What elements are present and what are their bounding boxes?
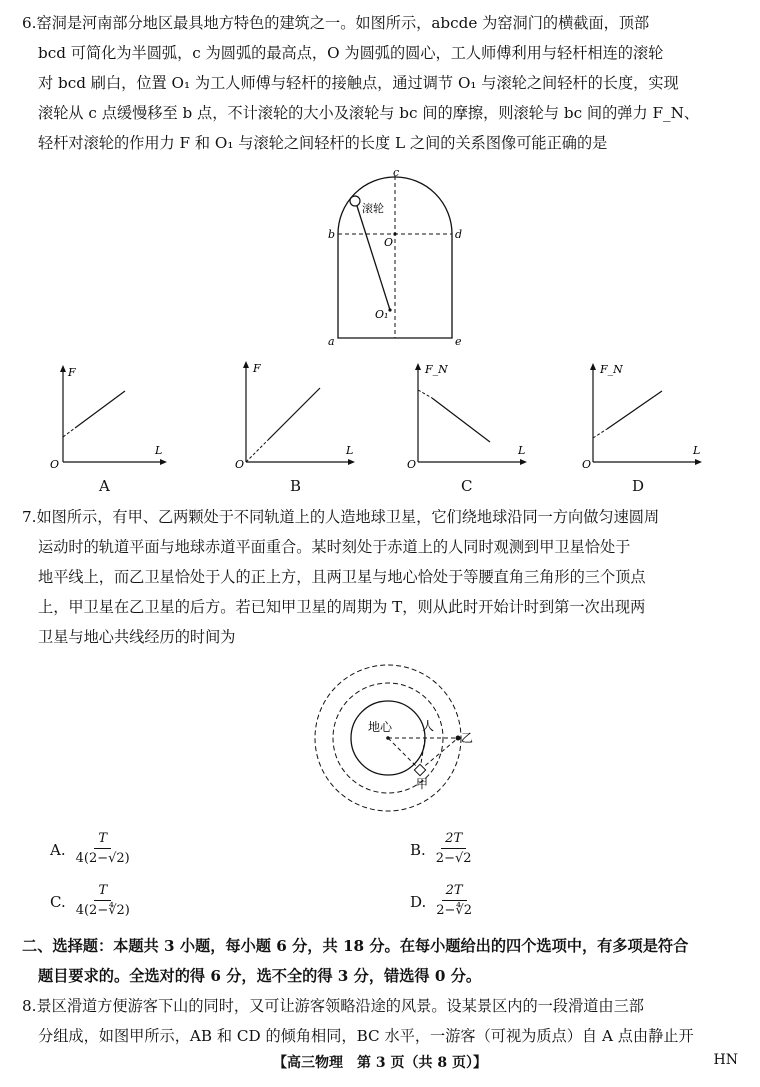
- option-C-numerator: T: [94, 882, 111, 901]
- option-A-numerator: T: [94, 830, 111, 849]
- q6-line: 轻杆对滚轮的作用力 F 和 O₁ 与滚轮之间轻杆的长度 L 之间的关系图像可能正确的是: [38, 134, 608, 152]
- question-6-text: [22, 8, 738, 158]
- graph-C-ylabel: F_N: [425, 363, 448, 376]
- option-B-label: B.: [410, 840, 426, 859]
- option-A-denominator: 4(2−√2): [75, 851, 130, 866]
- graph-D-xlabel: L: [693, 444, 701, 457]
- option-C-fraction: [74, 882, 132, 921]
- option-C[interactable]: [50, 882, 132, 921]
- label-wheel: 滚轮: [362, 202, 384, 215]
- graph-B-ylabel: F: [253, 362, 261, 375]
- q6-line: 6.窑洞是河南部分地区最具地方特色的建筑之一。如图所示，abcde 为窑洞门的横截面，顶部: [22, 14, 650, 32]
- option-D-numerator: 2T: [442, 882, 467, 901]
- footer-page-info: 【高三物理 第 3 页（共 8 页）】: [273, 1055, 487, 1071]
- option-D-fraction: [434, 882, 474, 921]
- graph-B-xlabel: L: [346, 444, 354, 457]
- option-D-denominator: 2−∜2: [436, 903, 472, 918]
- option-B-numerator: 2T: [441, 830, 466, 849]
- section-2-header: [22, 931, 738, 991]
- label-a: a: [328, 335, 335, 348]
- option-D-label: D.: [410, 892, 427, 911]
- q7-line: 上，甲卫星在乙卫星的后方。若已知甲卫星的周期为 T，则从此时开始计时到第一次出现两: [38, 598, 646, 616]
- graph-C-origin: O: [407, 458, 417, 471]
- label-e: e: [455, 335, 462, 348]
- label-O: O: [384, 236, 394, 249]
- q8-line: 分组成，如图甲所示，AB 和 CD 的倾角相同，BC 水平，一游客（可视为质点）自 A 点由静止开: [38, 1027, 694, 1045]
- cave-door-figure: [320, 168, 470, 350]
- q7-line: 7.如图所示，有甲、乙两颗处于不同轨道上的人造地球卫星，它们绕地球沿同一方向做匀速圆周: [22, 508, 660, 526]
- option-A[interactable]: [50, 830, 132, 869]
- option-C-label: C.: [50, 892, 66, 911]
- graph-C-xlabel: L: [518, 444, 526, 457]
- q6-line: bcd 可简化为半圆弧，c 为圆弧的最高点，O 为圆弧的圆心，工人师傅利用与轻杆相连的滚轮: [38, 44, 664, 62]
- label-sat-b: 乙: [461, 731, 474, 745]
- option-D[interactable]: [410, 882, 474, 921]
- graph-A-ylabel: F: [68, 366, 76, 379]
- label-O1: O₁: [375, 308, 389, 321]
- question-8-text: [22, 991, 738, 1051]
- option-B-denominator: 2−√2: [435, 851, 472, 866]
- footer-region-code: HN: [713, 1052, 738, 1068]
- q7-line: 运动时的轨道平面与地球赤道平面重合。某时刻处于赤道上的人同时观测到甲卫星恰处于: [38, 538, 631, 556]
- graph-D-caption: D: [632, 477, 645, 495]
- option-B-fraction: [434, 830, 474, 869]
- option-C-denominator: 4(2−∜2): [75, 903, 130, 918]
- option-A-fraction: [74, 830, 132, 869]
- graph-A-xlabel: L: [155, 444, 163, 457]
- q7-line: 地平线上，而乙卫星恰处于人的正上方，且两卫星与地心恰处于等腰直角三角形的三个顶点: [38, 568, 646, 586]
- label-person: 人: [422, 719, 435, 733]
- option-A-label: A.: [50, 840, 66, 859]
- q6-line: 滚轮从 c 点缓慢移至 b 点，不计滚轮的大小及滚轮与 bc 间的摩擦，则滚轮与 bc 间的弹力 F_N、: [38, 104, 700, 122]
- q7-line: 卫星与地心共线经历的时间为: [38, 628, 236, 646]
- label-sat-a: 甲: [416, 777, 429, 791]
- graph-B: [233, 358, 358, 472]
- option-B[interactable]: [410, 830, 474, 869]
- graph-C-caption: C: [461, 477, 473, 495]
- graph-A-caption: A: [99, 477, 110, 495]
- graph-C: [405, 360, 530, 472]
- section-2-line: 题目要求的。全选对的得 6 分，选不全的得 3 分，错选得 0 分。: [38, 967, 482, 985]
- q8-line: 8.景区滑道方便游客下山的同时，又可让游客领略沿途的风景。设某景区内的一段滑道由三部: [22, 997, 644, 1015]
- graph-A: [45, 362, 170, 472]
- label-earth-center: 地心: [368, 720, 393, 734]
- graph-D-origin: O: [582, 458, 592, 471]
- label-b: b: [328, 228, 336, 241]
- graph-B-caption: B: [290, 477, 302, 495]
- section-2-line: 二、选择题：本题共 3 小题，每小题 6 分，共 18 分。在每小题给出的四个选项中，有多项是符合: [22, 937, 689, 955]
- graph-D-ylabel: F_N: [600, 363, 623, 376]
- label-c: c: [393, 168, 400, 179]
- graph-D: [580, 360, 705, 472]
- graph-A-origin: O: [50, 458, 60, 471]
- graph-B-origin: O: [235, 458, 245, 471]
- question-7-text: [22, 502, 738, 652]
- orbit-figure: [308, 658, 478, 820]
- q6-line: 对 bcd 刷白，位置 O₁ 为工人师傅与轻杆的接触点，通过调节 O₁ 与滚轮之间轻杆的长度，实现: [38, 74, 679, 92]
- label-d: d: [455, 228, 463, 241]
